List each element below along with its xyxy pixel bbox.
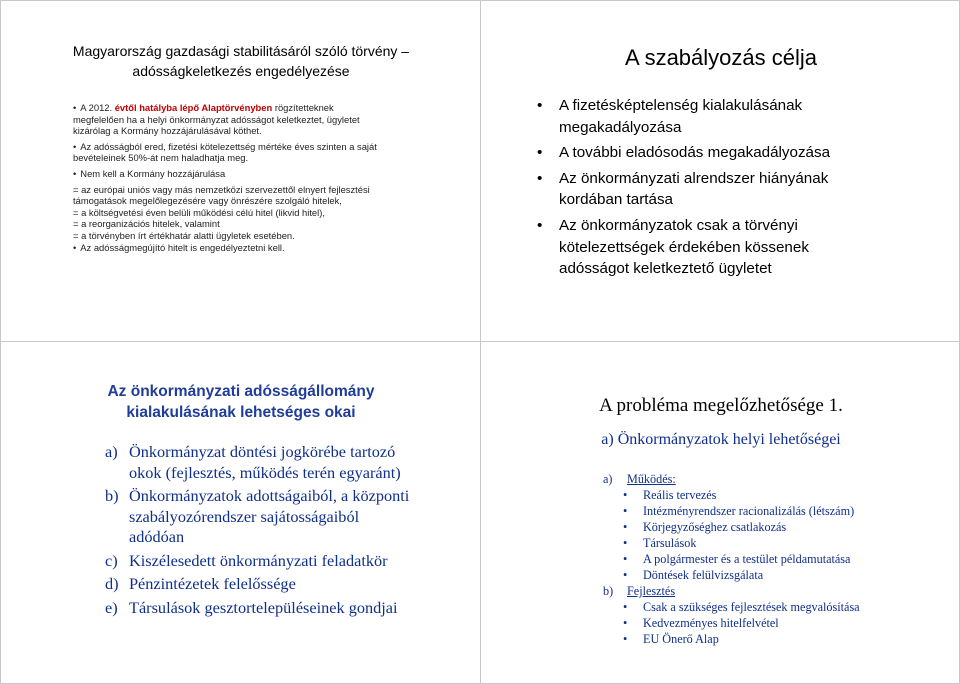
slide1-bullet-3: • Nem kell a Kormány hozzájárulása: [73, 168, 433, 180]
slide1-exception-1-line2: támogatások megelőlegezésére vagy önrészére szolgáló hitelek,: [73, 195, 342, 207]
group-heading: a) Működés:: [603, 472, 676, 486]
list-item: • Körjegyzőséghez csatlakozás: [603, 519, 953, 535]
list-item: • Az önkormányzati alrendszer hiányának kordában tartása: [537, 169, 829, 209]
slide1-bullet-2: • Az adósságból ered, fizetési kötelezettség mértéke éves szinten a saját: [73, 141, 433, 153]
slide1-title-line2: adósságkeletkezés engedélyezése: [132, 63, 350, 79]
list-item: • A további eladósodás megakadályozása: [537, 142, 877, 164]
bullet-icon: •: [537, 216, 543, 234]
list-item: • EU Önerő Alap: [603, 631, 953, 647]
list-item: • Társulások: [603, 535, 953, 551]
slide1-bullet-1-line2: megfelelően ha a helyi önkormányzat adósságot keletkeztet, ügyletet: [73, 113, 360, 125]
slide1-bullet-1: • A 2012. évtől hatályba lépő Alaptörvényben rögzítetteknek: [73, 102, 433, 114]
list-item: • Az önkormányzatok csak a törvényi kötelezettségek érdekében kössenek adósságot keletkeztető ügyletet: [537, 216, 809, 278]
slide1-bullet-2-line2: bevételeinek 50%-át nem haladhatja meg.: [73, 152, 249, 164]
list-item: b) Önkormányzatok adottságaiból, a központi szabályozórendszer sajátosságaiból adódóan: [105, 486, 410, 546]
list-item: c) Kiszélesedett önkormányzati feladatkör: [105, 550, 388, 570]
slide1-body: [73, 102, 433, 253]
list-item: • Döntések felülvizsgálata: [603, 567, 953, 583]
slide1-title-line1: Magyarország gazdasági stabilitásáról szóló törvény –: [72, 43, 410, 59]
slide1-bullet-4: • Az adósságmegújító hitelt is engedélyeztetni kell.: [73, 242, 433, 254]
slide-debt-causes: [0, 341, 481, 684]
bullet-icon: •: [537, 97, 543, 114]
list-item: d) Pénzintézetek felelőssége: [105, 574, 296, 593]
bullet-icon: •: [537, 169, 543, 187]
slide1-exception-1: = az európai uniós vagy más nemzetközi szervezettől elnyert fejlesztési: [73, 183, 370, 195]
list-item: a) Önkormányzat döntési jogkörébe tartozó okok (fejlesztés, működés terén egyaránt): [105, 442, 401, 482]
slide1-exception-3: = a reorganizációs hitelek, valamint: [73, 218, 220, 230]
list-item: • A fizetésképtelenség kialakulásának megakadályozása: [537, 97, 803, 136]
list-item: • Csak a szükséges fejlesztések megvalósítása: [603, 599, 953, 615]
slide1-exception-4: = a törvényben írt értékhatár alatti ügyletek esetében.: [73, 229, 295, 241]
list-item: • A polgármester és a testület példamutatása: [603, 551, 953, 567]
slide1-bullet-1-line3: kizárólag a Kormány hozzájárulásával köthet.: [73, 125, 262, 137]
slide4-subtitle: a) Önkormányzatok helyi lehetőségei: [601, 431, 841, 448]
slide1-exception-2: = a költségvetési éven belüli működési célú hitel (likvid hitel),: [73, 206, 325, 218]
slide1-title: [41, 41, 441, 81]
slide-regulation-goal: [480, 0, 960, 342]
bullet-icon: •: [537, 144, 543, 162]
slide2-list: [537, 95, 877, 284]
slide4-title: A probléma megelőzhetősége 1.: [599, 395, 843, 416]
slide3-list: [105, 442, 455, 621]
slide3-title: Az önkormányzati adósságállomány kialakulásának lehetséges okai: [107, 383, 375, 421]
list-item: • Intézményrendszer racionalizálás (létszám): [603, 503, 953, 519]
list-item: • Reális tervezés: [603, 487, 953, 503]
slide1-highlight: évtől hatályba lépő Alaptörvényben: [114, 102, 273, 113]
slide4-list: [603, 471, 953, 647]
slide-stability-law: [0, 0, 481, 342]
slide2-title: A szabályozás célja: [625, 45, 817, 70]
list-item: e) Társulások gesztortelepüléseinek gondjai: [105, 597, 398, 617]
group-heading: b) Fejlesztés: [603, 584, 676, 598]
slide-prevention: [480, 341, 960, 684]
list-item: • Kedvezményes hitelfelvétel: [603, 615, 953, 631]
